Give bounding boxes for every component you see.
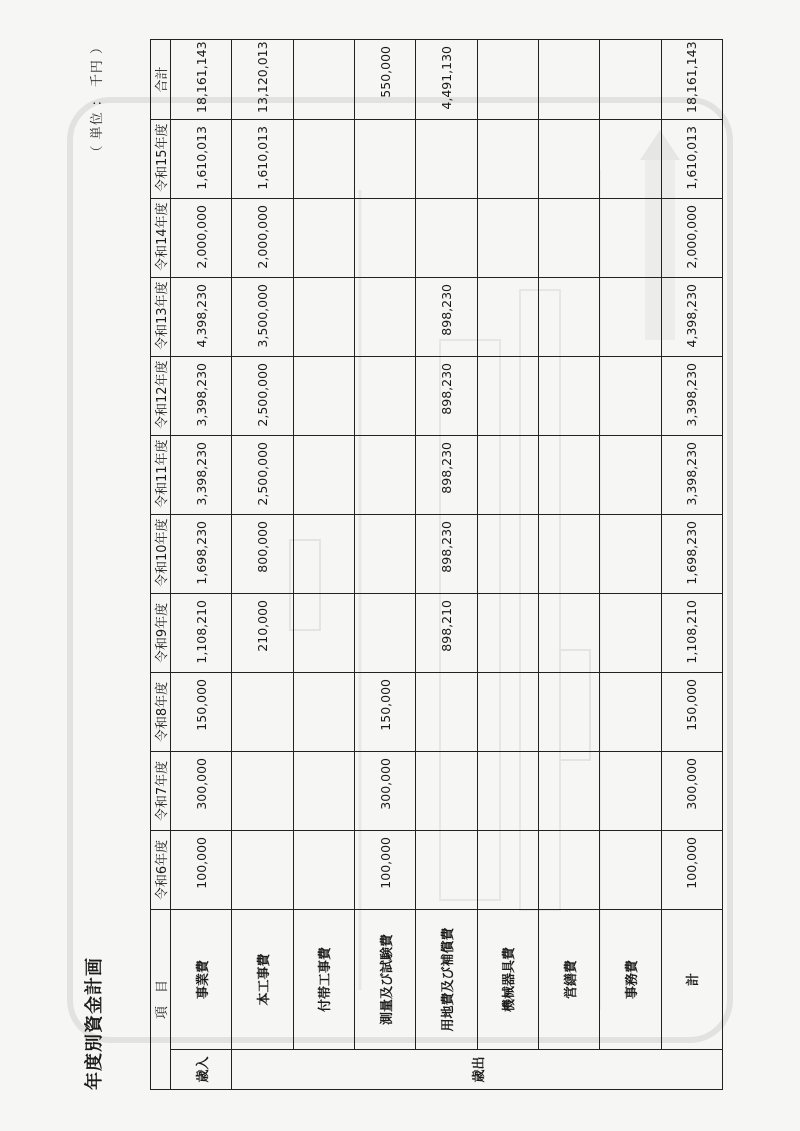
side-label-revenue: 歳入 bbox=[171, 1050, 232, 1090]
cell-value: 2,000,000 bbox=[661, 198, 722, 277]
header-total: 合計 bbox=[151, 39, 171, 119]
cell-total: 18,161,143 bbox=[171, 39, 232, 119]
cell-value: 2,500,000 bbox=[232, 356, 293, 435]
cell-value bbox=[477, 435, 538, 514]
cell-value: 2,500,000 bbox=[232, 435, 293, 514]
cell-value bbox=[538, 198, 599, 277]
table-row bbox=[538, 39, 599, 1089]
cell-value bbox=[354, 514, 415, 593]
row-item-label: 計 bbox=[661, 909, 722, 1049]
cell-total: 18,161,143 bbox=[661, 39, 722, 119]
cell-value bbox=[416, 119, 477, 198]
header-year: 令和7年度 bbox=[151, 751, 171, 830]
cell-total bbox=[538, 39, 599, 119]
cell-value bbox=[538, 672, 599, 751]
cell-value: 150,000 bbox=[661, 672, 722, 751]
header-year: 令和11年度 bbox=[151, 435, 171, 514]
table-row bbox=[293, 39, 354, 1089]
cell-total: 4,491,130 bbox=[416, 39, 477, 119]
cell-value bbox=[477, 751, 538, 830]
cell-value: 2,000,000 bbox=[232, 198, 293, 277]
cell-value bbox=[477, 198, 538, 277]
table-row bbox=[477, 39, 538, 1089]
table-row bbox=[416, 39, 477, 1089]
cell-value bbox=[600, 356, 661, 435]
cell-value: 3,500,000 bbox=[232, 277, 293, 356]
cell-value bbox=[293, 672, 354, 751]
cell-value bbox=[600, 672, 661, 751]
cell-value bbox=[477, 672, 538, 751]
cell-value bbox=[354, 119, 415, 198]
header-year: 令和8年度 bbox=[151, 672, 171, 751]
document-title: 年度別資金計画 bbox=[84, 957, 105, 1090]
funding-plan-table bbox=[150, 39, 723, 1090]
table-row bbox=[171, 39, 232, 1089]
cell-value: 3,398,230 bbox=[171, 435, 232, 514]
cell-value: 300,000 bbox=[171, 751, 232, 830]
cell-value bbox=[416, 830, 477, 909]
header-year: 令和13年度 bbox=[151, 277, 171, 356]
cell-value bbox=[232, 830, 293, 909]
row-item-label: 営繕費 bbox=[538, 909, 599, 1049]
cell-value bbox=[538, 830, 599, 909]
cell-value bbox=[600, 277, 661, 356]
cell-value bbox=[600, 593, 661, 672]
cell-value bbox=[538, 119, 599, 198]
unit-label: （ 単位 ： 千円 ） bbox=[90, 40, 105, 159]
cell-value: 3,398,230 bbox=[661, 356, 722, 435]
cell-value: 300,000 bbox=[661, 751, 722, 830]
cell-value bbox=[354, 593, 415, 672]
cell-value bbox=[232, 672, 293, 751]
table-row bbox=[354, 39, 415, 1089]
cell-value: 898,210 bbox=[416, 593, 477, 672]
cell-value bbox=[293, 198, 354, 277]
cell-value bbox=[600, 514, 661, 593]
row-item-label: 本工事費 bbox=[232, 909, 293, 1049]
cell-value bbox=[477, 830, 538, 909]
table-row bbox=[661, 39, 722, 1089]
cell-value bbox=[354, 356, 415, 435]
cell-value bbox=[538, 593, 599, 672]
cell-value bbox=[538, 356, 599, 435]
row-item-label: 事業費 bbox=[171, 909, 232, 1049]
cell-value: 1,610,013 bbox=[171, 119, 232, 198]
header-year: 令和12年度 bbox=[151, 356, 171, 435]
cell-total: 550,000 bbox=[354, 39, 415, 119]
cell-value bbox=[354, 277, 415, 356]
row-item-label: 付帯工事費 bbox=[293, 909, 354, 1049]
cell-value: 1,698,230 bbox=[661, 514, 722, 593]
table-row bbox=[232, 39, 293, 1089]
cell-value bbox=[354, 198, 415, 277]
cell-value: 898,230 bbox=[416, 356, 477, 435]
cell-value bbox=[293, 356, 354, 435]
header-year: 令和9年度 bbox=[151, 593, 171, 672]
header-year: 令和6年度 bbox=[151, 830, 171, 909]
cell-value bbox=[538, 514, 599, 593]
cell-value bbox=[600, 198, 661, 277]
cell-value bbox=[600, 751, 661, 830]
table-row bbox=[600, 39, 661, 1089]
header-year: 令和14年度 bbox=[151, 198, 171, 277]
cell-value: 3,398,230 bbox=[661, 435, 722, 514]
cell-value bbox=[538, 751, 599, 830]
cell-value: 2,000,000 bbox=[171, 198, 232, 277]
cell-value: 210,000 bbox=[232, 593, 293, 672]
cell-value bbox=[477, 277, 538, 356]
cell-value bbox=[477, 119, 538, 198]
cell-value bbox=[477, 356, 538, 435]
cell-value bbox=[293, 119, 354, 198]
cell-value bbox=[293, 514, 354, 593]
cell-value bbox=[538, 435, 599, 514]
cell-value: 4,398,230 bbox=[661, 277, 722, 356]
cell-value bbox=[600, 830, 661, 909]
cell-value bbox=[538, 277, 599, 356]
cell-value: 898,230 bbox=[416, 514, 477, 593]
header-year: 令和10年度 bbox=[151, 514, 171, 593]
cell-value bbox=[293, 830, 354, 909]
row-item-label: 測量及び試験費 bbox=[354, 909, 415, 1049]
cell-total bbox=[600, 39, 661, 119]
cell-value bbox=[600, 119, 661, 198]
cell-value: 1,610,013 bbox=[232, 119, 293, 198]
cell-value bbox=[416, 198, 477, 277]
cell-value bbox=[354, 435, 415, 514]
cell-value: 150,000 bbox=[354, 672, 415, 751]
cell-value bbox=[416, 672, 477, 751]
cell-value bbox=[232, 751, 293, 830]
cell-value: 800,000 bbox=[232, 514, 293, 593]
cell-value: 1,698,230 bbox=[171, 514, 232, 593]
cell-value bbox=[293, 435, 354, 514]
cell-value: 898,230 bbox=[416, 277, 477, 356]
cell-value: 100,000 bbox=[171, 830, 232, 909]
header-year: 令和15年度 bbox=[151, 119, 171, 198]
cell-value: 100,000 bbox=[661, 830, 722, 909]
side-label-expenditure: 歳出 bbox=[232, 1050, 723, 1090]
header-item: 項 目 bbox=[151, 909, 171, 1089]
row-item-label: 機械器具費 bbox=[477, 909, 538, 1049]
cell-total bbox=[477, 39, 538, 119]
cell-value bbox=[600, 435, 661, 514]
cell-value: 3,398,230 bbox=[171, 356, 232, 435]
cell-value bbox=[477, 514, 538, 593]
cell-value: 898,230 bbox=[416, 435, 477, 514]
cell-total bbox=[293, 39, 354, 119]
cell-value bbox=[416, 751, 477, 830]
row-item-label: 事務費 bbox=[600, 909, 661, 1049]
cell-value bbox=[293, 593, 354, 672]
cell-total: 13,120,013 bbox=[232, 39, 293, 119]
cell-value: 100,000 bbox=[354, 830, 415, 909]
cell-value bbox=[477, 593, 538, 672]
cell-value: 1,610,013 bbox=[661, 119, 722, 198]
row-item-label: 用地費及び補償費 bbox=[416, 909, 477, 1049]
cell-value bbox=[293, 277, 354, 356]
cell-value: 4,398,230 bbox=[171, 277, 232, 356]
cell-value: 1,108,210 bbox=[171, 593, 232, 672]
header-row bbox=[151, 39, 171, 1089]
cell-value: 1,108,210 bbox=[661, 593, 722, 672]
cell-value bbox=[293, 751, 354, 830]
cell-value: 300,000 bbox=[354, 751, 415, 830]
rotated-sheet bbox=[78, 30, 738, 1090]
cell-value: 150,000 bbox=[171, 672, 232, 751]
